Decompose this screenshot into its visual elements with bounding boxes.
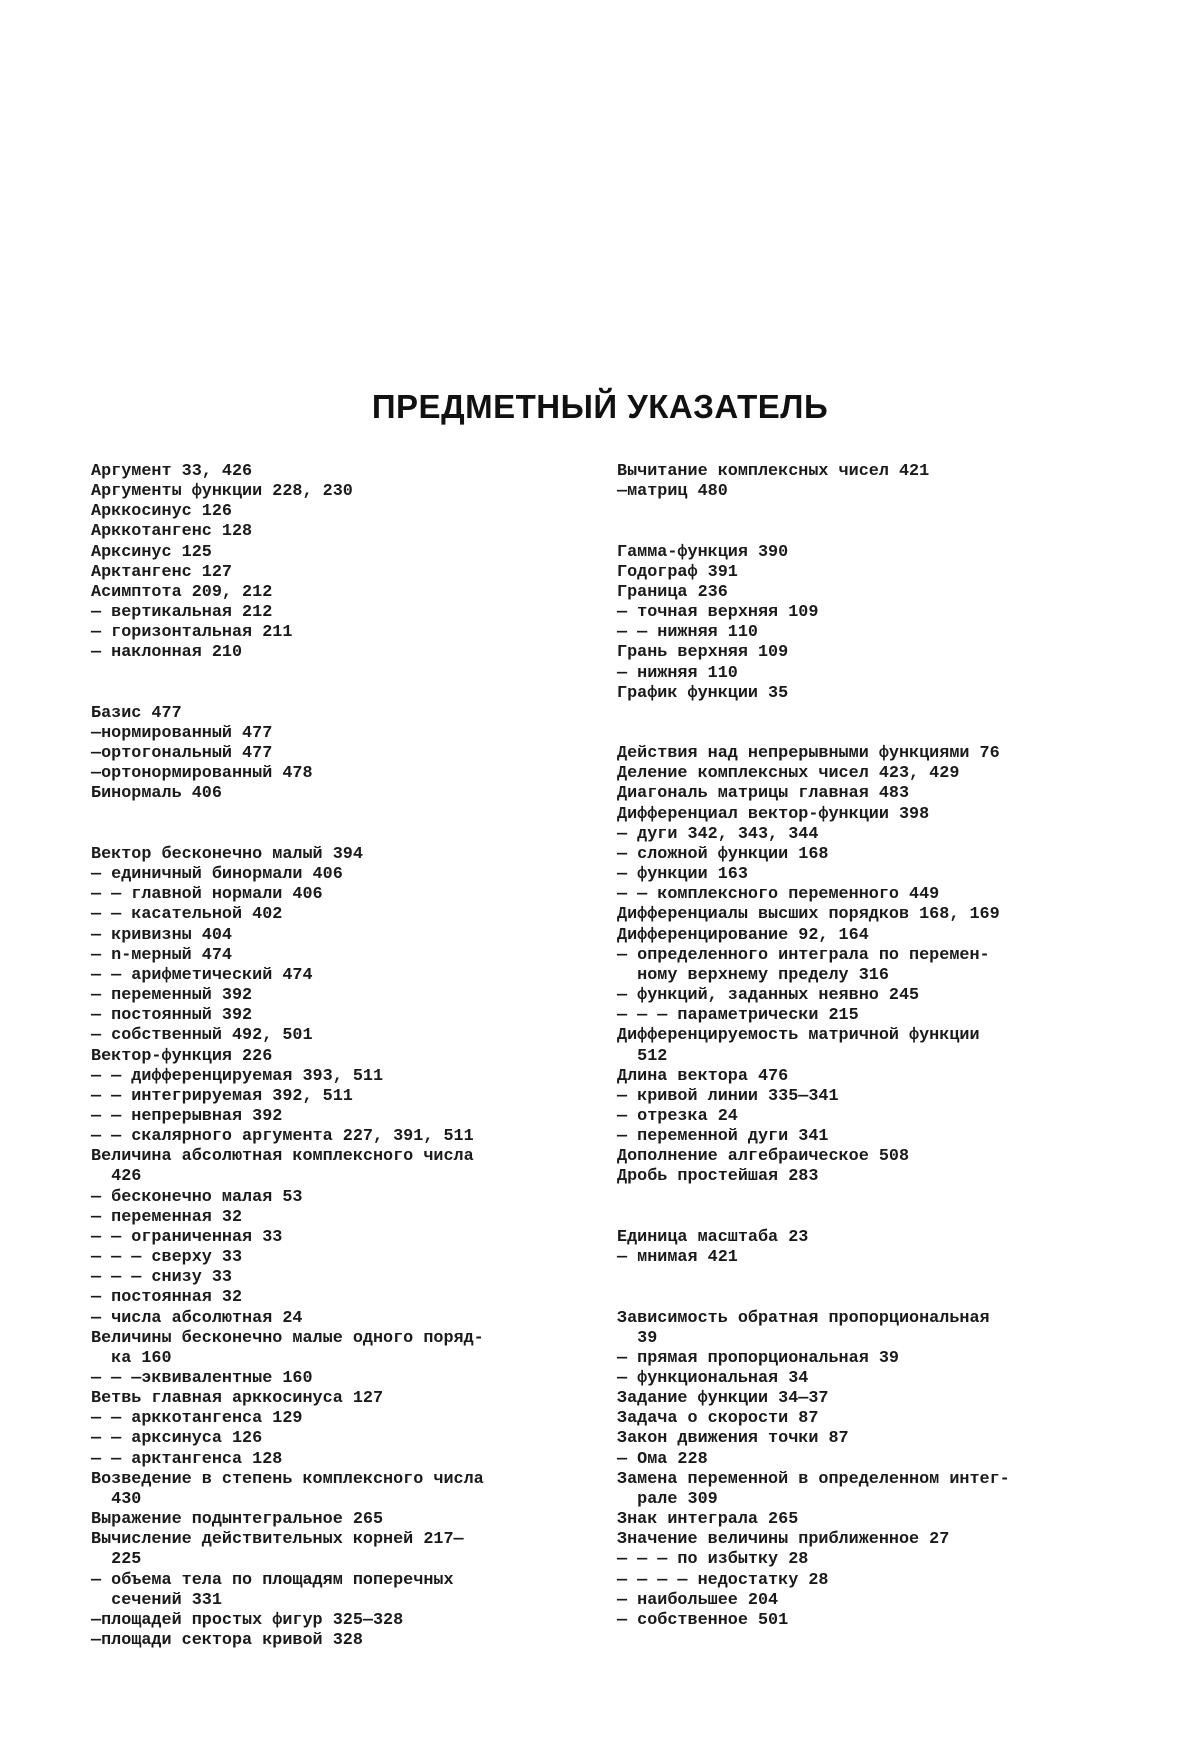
index-entry: Аргументы функции 228, 230 [91,482,581,502]
index-entry: — собственное 501 [617,1611,1107,1631]
index-entry: Выражение подынтегральное 265 [91,1510,581,1530]
index-entry: — — арктангенса 128 [91,1450,581,1470]
index-entry: — переменный 392 [91,986,581,1006]
index-entry: — точная верхняя 109 [617,603,1107,623]
index-entry: Задача о скорости 87 [617,1409,1107,1429]
index-entry: — — скалярного аргумента 227, 391, 511 [91,1127,581,1147]
index-entry: — постоянный 392 [91,1006,581,1026]
index-entry: Дифференциал вектор-функции 398 [617,805,1107,825]
index-entry: — переменной дуги 341 [617,1127,1107,1147]
index-column-right [617,462,1107,1631]
section-gap [91,805,581,845]
index-entry: — дуги 342, 343, 344 [617,825,1107,845]
index-entry: —ортонормированный 478 [91,764,581,784]
index-entry: — — касательной 402 [91,905,581,925]
index-entry: Возведение в степень комплексного числа [91,1470,581,1490]
index-entry: — постоянная 32 [91,1288,581,1308]
index-entry: Величина абсолютная комплексного числа [91,1147,581,1167]
index-entry: Годограф 391 [617,563,1107,583]
index-entry: 39 [617,1329,1107,1349]
index-entry: — — — по избытку 28 [617,1550,1107,1570]
index-entry: Вычитание комплексных чисел 421 [617,462,1107,482]
index-entry: 225 [91,1550,581,1570]
index-entry: Вектор бесконечно малый 394 [91,845,581,865]
index-entry: Дополнение алгебраическое 508 [617,1147,1107,1167]
index-entry: Асимптота 209, 212 [91,583,581,603]
index-entry: — наибольшее 204 [617,1591,1107,1611]
index-entry: — вертикальная 212 [91,603,581,623]
index-entry: — собственный 492, 501 [91,1026,581,1046]
index-entry: — нижняя 110 [617,664,1107,684]
index-entry: Арккосинус 126 [91,502,581,522]
index-entry: — кривизны 404 [91,926,581,946]
index-entry: Задание функции 34—37 [617,1389,1107,1409]
index-entry: Граница 236 [617,583,1107,603]
index-entry: — — арксинуса 126 [91,1429,581,1449]
index-entry: Единица масштаба 23 [617,1228,1107,1248]
index-entry: — Ома 228 [617,1450,1107,1470]
index-entry: — прямая пропорциональная 39 [617,1349,1107,1369]
index-entry: Закон движения точки 87 [617,1429,1107,1449]
index-entry: —площади сектора кривой 328 [91,1631,581,1651]
index-entry: — — арккотангенса 129 [91,1409,581,1429]
index-entry: — наклонная 210 [91,643,581,663]
index-entry: — — комплексного переменного 449 [617,885,1107,905]
index-entry: — — главной нормали 406 [91,885,581,905]
index-entry: Действия над непрерывными функциями 76 [617,744,1107,764]
index-entry: —ортогональный 477 [91,744,581,764]
index-entry: Дифференциалы высших порядков 168, 169 [617,905,1107,925]
index-entry: — — — — недостатку 28 [617,1571,1107,1591]
index-entry: Арккотангенс 128 [91,522,581,542]
index-entry: Вектор-функция 226 [91,1047,581,1067]
index-entry: — — интегрируемая 392, 511 [91,1087,581,1107]
index-entry: рале 309 [617,1490,1107,1510]
index-entry: Дифференцирование 92, 164 [617,926,1107,946]
index-entry: Длина вектора 476 [617,1067,1107,1087]
index-entry: Арксинус 125 [91,543,581,563]
index-entry: —матриц 480 [617,482,1107,502]
index-entry: — отрезка 24 [617,1107,1107,1127]
index-entry: — сложной функции 168 [617,845,1107,865]
index-entry: Значение величины приближенное 27 [617,1530,1107,1550]
index-entry: — — непрерывная 392 [91,1107,581,1127]
index-entry: Аргумент 33, 426 [91,462,581,482]
section-gap [91,664,581,704]
index-entry: — кривой линии 335—341 [617,1087,1107,1107]
index-entry: — функциональная 34 [617,1369,1107,1389]
index-entry: —площадей простых фигур 325—328 [91,1611,581,1631]
index-entry: — числа абсолютная 24 [91,1309,581,1329]
section-gap [617,1188,1107,1228]
index-entry: Бинормаль 406 [91,784,581,804]
section-gap [617,1268,1107,1308]
index-entry: — — ограниченная 33 [91,1228,581,1248]
index-entry: 512 [617,1047,1107,1067]
index-entry: 426 [91,1167,581,1187]
index-entry: — — дифференцируемая 393, 511 [91,1067,581,1087]
index-entry: — — — снизу 33 [91,1268,581,1288]
index-entry: — функций, заданных неявно 245 [617,986,1107,1006]
index-entry: — — арифметический 474 [91,966,581,986]
index-entry: — — — сверху 33 [91,1248,581,1268]
index-entry: График функции 35 [617,684,1107,704]
index-entry: —нормированный 477 [91,724,581,744]
index-entry: — мнимая 421 [617,1248,1107,1268]
index-entry: Величины бесконечно малые одного поряд- [91,1329,581,1349]
index-column-left [91,462,581,1651]
index-entry: — определенного интеграла по перемен- [617,946,1107,966]
index-entry: — горизонтальная 211 [91,623,581,643]
index-entry: ка 160 [91,1349,581,1369]
index-entry: — n-мерный 474 [91,946,581,966]
index-entry: Ветвь главная арккосинуса 127 [91,1389,581,1409]
index-entry: Дробь простейшая 283 [617,1167,1107,1187]
index-entry: 430 [91,1490,581,1510]
index-entry: Знак интеграла 265 [617,1510,1107,1530]
index-entry: Грань верхняя 109 [617,643,1107,663]
index-entry: — функции 163 [617,865,1107,885]
index-entry: — объема тела по площадям поперечных [91,1571,581,1591]
index-entry: — — —эквивалентные 160 [91,1369,581,1389]
index-entry: — бесконечно малая 53 [91,1188,581,1208]
index-entry: — — — параметрически 215 [617,1006,1107,1026]
index-entry: Гамма-функция 390 [617,543,1107,563]
index-entry: Диагональ матрицы главная 483 [617,784,1107,804]
section-gap [617,502,1107,542]
index-entry: Замена переменной в определенном интег- [617,1470,1107,1490]
index-entry: Арктангенс 127 [91,563,581,583]
index-entry: — — нижняя 110 [617,623,1107,643]
index-entry: Дифференцируемость матричной функции [617,1026,1107,1046]
page-title: ПРЕДМЕТНЫЙ УКАЗАТЕЛЬ [0,388,1200,426]
index-entry: сечений 331 [91,1591,581,1611]
index-entry: Деление комплексных чисел 423, 429 [617,764,1107,784]
index-entry: Вычисление действительных корней 217— [91,1530,581,1550]
section-gap [617,704,1107,744]
index-entry: Зависимость обратная пропорциональная [617,1309,1107,1329]
index-entry: Базис 477 [91,704,581,724]
index-entry: ному верхнему пределу 316 [617,966,1107,986]
index-entry: — единичный бинормали 406 [91,865,581,885]
index-entry: — переменная 32 [91,1208,581,1228]
